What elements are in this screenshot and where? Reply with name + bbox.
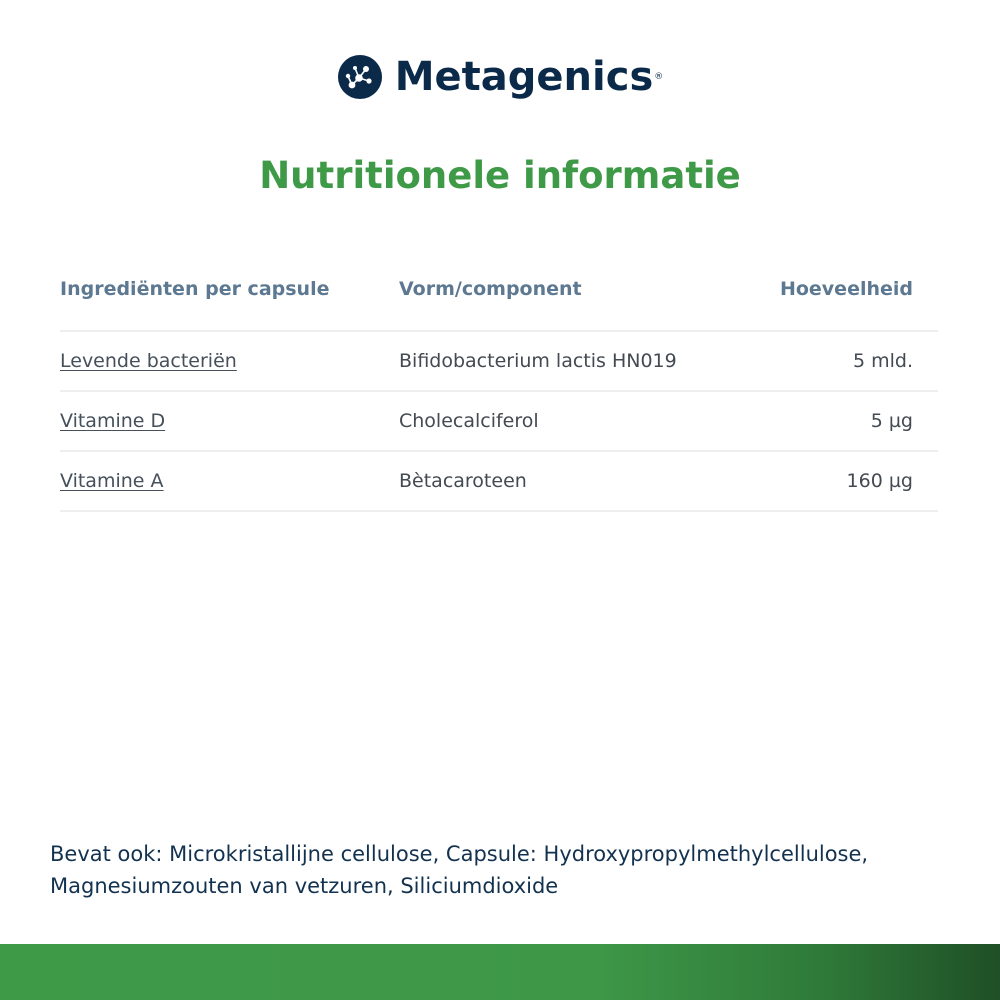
nutrition-table	[60, 262, 938, 512]
ingredient-link-levende-bacterien[interactable]: Levende bacteriën	[60, 350, 237, 372]
brand-logo	[0, 50, 1000, 104]
amount-cell: 5 µg	[870, 410, 913, 432]
other-ingredients-note: Bevat ook: Microkristallijne cellulose, Capsule: Hydroxypropylmethylcellulose, Magnesiumzouten van vetzuren, Siliciumdioxide	[50, 842, 869, 898]
table-row	[60, 452, 938, 512]
header-ingredient: Ingrediënten per capsule	[60, 278, 330, 300]
brand-name: Metagenics	[394, 54, 654, 100]
amount-cell: 5 mld.	[852, 350, 913, 372]
form-cell: Cholecalciferol	[399, 410, 539, 432]
registered-mark: ®	[654, 72, 664, 82]
table-row	[60, 392, 938, 452]
table-row	[60, 332, 938, 392]
ingredient-link-vitamine-a[interactable]: Vitamine A	[60, 470, 164, 492]
header-amount: Hoeveelheid	[779, 278, 913, 300]
molecule-logo-icon	[337, 54, 383, 100]
page-title: Nutritionele informatie	[259, 154, 741, 197]
table-header-row	[60, 262, 938, 332]
amount-cell: 160 µg	[846, 470, 913, 492]
form-cell: Bifidobacterium lactis HN019	[399, 350, 677, 372]
ingredient-link-vitamine-d[interactable]: Vitamine D	[60, 410, 166, 432]
header-form: Vorm/component	[399, 278, 582, 300]
form-cell: Bètacaroteen	[399, 470, 527, 492]
green-footer-band	[0, 944, 1000, 1000]
